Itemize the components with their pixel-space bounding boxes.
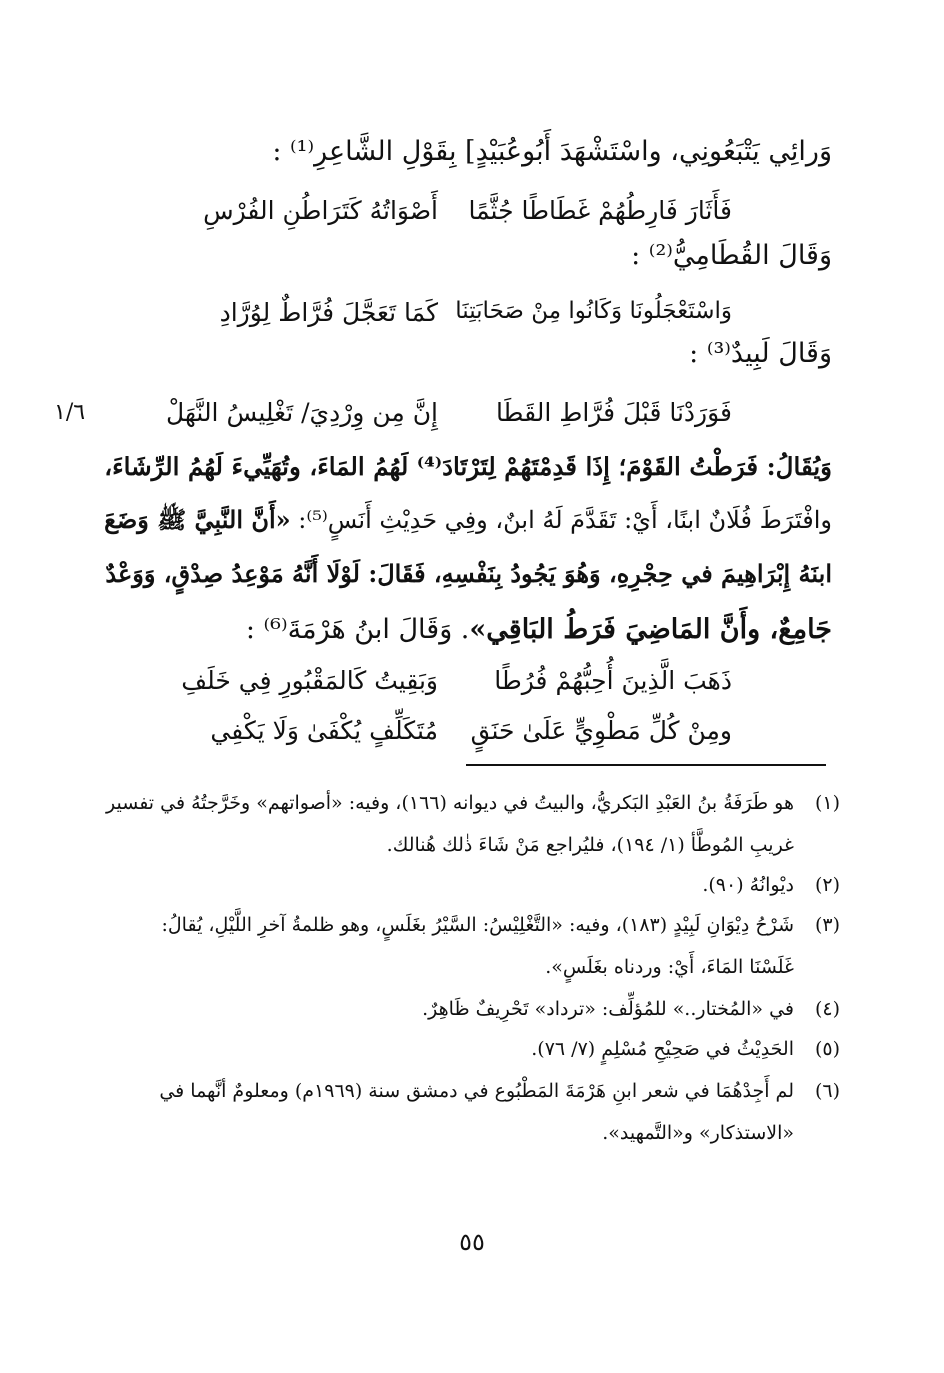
verse-hemistich-right: ومِنْ كُلِّ مَطْوِيٍّ عَلَىٰ حَنَقٍ xyxy=(470,716,732,745)
footnote-number: (٣) xyxy=(814,914,840,936)
footnote-number: (١) xyxy=(814,792,840,814)
page-number: ٥٥ xyxy=(459,1228,485,1256)
text-segment: وافْتَرَطَ فُلَانٌ ابنًا، أَيْ: تَقَدَّمَ لَهُ ابنٌ، وفِي حَدِيْثِ أَنَسٍ⁽⁵⁾: xyxy=(290,506,832,534)
margin-note: ١/٦ xyxy=(54,400,86,425)
text-line: وَقَالَ القُطَامِيُّ⁽²⁾ : xyxy=(631,240,832,271)
hadith-quote: «أَنَّ النَّبِيَّ ﷺ وَضَعَ xyxy=(104,505,291,534)
footnote-number: (٢) xyxy=(814,874,840,896)
verse-hemistich-right: فَأَثَارَ فَارِطُهُمْ غَطَاطًا جُثَّمًا xyxy=(468,196,732,225)
footnote-line: في «المُختار..» للمُؤلِّف: «ترداد» تَحْرِيفٌ ظَاهِرٌ. xyxy=(422,998,794,1020)
text-line: وَرائِي يَتْبَعُونِي، واسْتَشْهَدَ أَبُوعُبَيْدٍ] بِقَوْلِ الشَّاعِرِ⁽¹⁾ : xyxy=(272,136,832,167)
footnote-line: ديْوانُهُ (٩٠). xyxy=(702,874,794,896)
verse-hemistich-right: ذَهَبَ الَّذِينَ أُحِبُّهُمْ فُرُطًا xyxy=(494,666,732,695)
footnote-line: «الاستذكار» و«التَّمهيد». xyxy=(602,1122,794,1144)
text-line: وَقَالَ لَبِيدٌ⁽³⁾ : xyxy=(689,338,832,369)
footnote-number: (٤) xyxy=(814,998,840,1020)
verse-hemistich-left: مُتَكَلِّفٍ يُكْفَىٰ وَلَا يَكْفِي xyxy=(210,716,438,745)
footnote-number: (٦) xyxy=(814,1080,840,1102)
text-line xyxy=(246,614,832,646)
verse-hemistich-left: أَصْوَاتُهُ كَتَرَاطُنِ الفُرْسِ xyxy=(203,196,438,225)
verse-hemistich-left: كَمَا تَعَجَّلَ فُرَّاطٌ لِوُرَّادِ xyxy=(219,298,438,327)
footnote-line: غَلَسْنَا المَاءَ، أَيْ: وردناه بغَلَسٍ». xyxy=(545,956,794,978)
footnote-number: (٥) xyxy=(814,1038,840,1060)
verse-hemistich-left: إِنَّ مِن وِرْدِيَ/ تَغْلِيسُ النَّهَلْ xyxy=(165,398,438,427)
text-segment: . وَقَالَ ابنُ هَرْمَةَ⁽⁶⁾ : xyxy=(245,614,470,645)
verse-4 xyxy=(0,666,944,700)
verse-hemistich-left: وَبَقِيتُ كَالمَقْبُورِ فِي خَلَفِ xyxy=(181,666,438,695)
footnote-line: لم أَجِدْهُمَا في شعر ابنِ هَرْمَةَ المَطْبُوع في دمشق سنة (١٩٦٩م) ومعلومٌ أنَّهما في xyxy=(159,1080,794,1102)
verse-1 xyxy=(0,196,944,230)
verse-3 xyxy=(0,398,944,432)
footnote-divider xyxy=(466,764,826,766)
text-line: وَيُقَالُ: فَرَطْتُ القَوْمَ؛ إِذَا قَدِمْتَهُمْ لِتَرْتَادَ⁽⁴⁾ لَهُمُ المَاءَ، وتُهَيِّيءَ لَهُمُ الرِّشَاءَ، xyxy=(104,452,832,481)
footnote-line: شَرْحُ دِيْوَانِ لَبِيْدٍ (١٨٣)، وفيه: «التَّغْلِيْسُ: السَّيْرُ بغَلَسٍ، وهو ظلمةُ آخرِ اللَّيْلِ، يُقالُ: xyxy=(161,914,794,936)
verse-hemistich-right: فَوَرَدْنَا قَبْلَ فُرَّاطِ القَطَا xyxy=(495,398,732,427)
hadith-quote: جَامِعٌ، وأَنَّ المَاضِيَ فَرَطُ البَاقِي» xyxy=(469,614,832,645)
text-line xyxy=(104,506,832,535)
footnote-line: هو طَرَفَةُ بنُ العَبْدِ البَكريُّ، والبيتُ في ديوانه (١٦٦)، وفيه: «أصواتهم» وخَرَّجتُهُ في تفسير xyxy=(106,792,794,814)
verse-2 xyxy=(0,298,944,332)
footnote-line: الحَدِيْثُ في صَحِيْحِ مُسْلِمٍ (٧/ ٧٦). xyxy=(531,1038,794,1060)
hadith-quote-line: ابنَهُ إِبْرَاهِيمَ في حِجْرِهِ، وَهُوَ يَجُودُ بِنَفْسِهِ، فَقَالَ: لَوْلَا أَنَّهُ مَوْعِدُ صِدْقٍ، وَوَعْدٌ xyxy=(105,559,832,588)
verse-hemistich-right: وَاسْتَعْجَلُونَا وَكَانُوا مِنْ صَحَابَتِنَا xyxy=(455,298,732,324)
footnote-line: غريبِ المُوطَّأ (١/ ١٩٤)، فليُراجع مَنْ شَاءَ ذٰلك هُنالك. xyxy=(386,834,794,856)
verse-5 xyxy=(0,716,944,750)
